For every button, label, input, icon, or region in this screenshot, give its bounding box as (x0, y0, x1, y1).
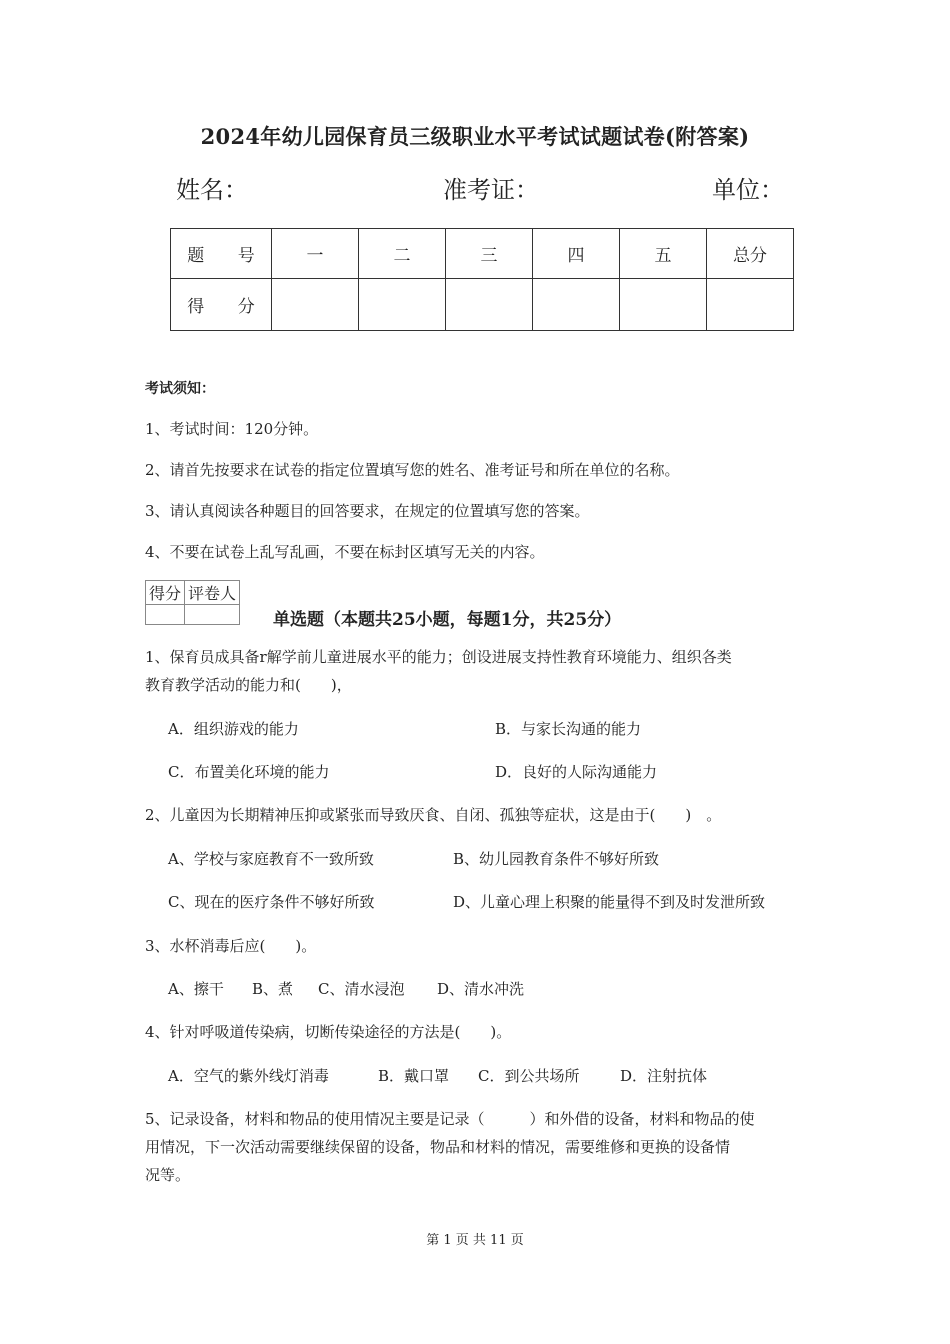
question-stem-line: 用情况，下一次活动需要继续保留的设备，物品和材料的情况，需要维修和更换的设备情 (145, 1138, 731, 1156)
score-table-col-total: 总分 (707, 229, 794, 279)
question-1-option-c[interactable]: C．布置美化环境的能力 (168, 763, 330, 781)
page-footer: 第 1 页 共 11 页 (426, 1233, 524, 1248)
notice-item: 3、请认真阅读各种题目的回答要求，在规定的位置填写您的答案。 (145, 502, 590, 520)
grader-score-label: 得分 (146, 581, 185, 605)
score-table-col-1: 一 (272, 229, 359, 279)
question-1-option-d[interactable]: D．良好的人际沟通能力 (495, 763, 658, 781)
candidate-fields (176, 170, 784, 204)
question-2-option-b[interactable]: B、幼儿园教育条件不够好所致 (453, 850, 660, 868)
question-4-option-d[interactable]: D．注射抗体 (620, 1067, 708, 1085)
score-table-header-label: 题 号 (171, 229, 272, 279)
unit-field-label: 单位： (712, 176, 784, 204)
grader-box (145, 580, 240, 625)
notice-item: 2、请首先按要求在试卷的指定位置填写您的姓名、准考证号和所在单位的名称。 (145, 461, 680, 479)
question-stem-line: 况等。 (145, 1166, 191, 1184)
score-cell[interactable] (359, 279, 446, 331)
question-2-stem (145, 801, 810, 829)
question-2-option-d[interactable]: D、儿童心理上积聚的能量得不到及时发泄所致 (453, 893, 766, 911)
score-cell[interactable] (272, 279, 359, 331)
question-stem-line: 5、记录设备，材料和物品的使用情况主要是记录（ ）和外借的设备，材料和物品的使 (145, 1110, 755, 1128)
question-3-option-b[interactable]: B、煮 (252, 980, 294, 998)
grader-reviewer-label: 评卷人 (185, 581, 240, 605)
question-4-stem (145, 1018, 810, 1046)
question-stem-line: 2、儿童因为长期精神压抑或紧张而导致厌食、自闭、孤独等症状，这是由于( ) 。 (145, 806, 722, 824)
question-1-option-b[interactable]: B．与家长沟通的能力 (495, 720, 642, 738)
question-4-option-a[interactable]: A．空气的紫外线灯消毒 (168, 1067, 329, 1085)
question-stem-line: 4、针对呼吸道传染病，切断传染途径的方法是( )。 (145, 1023, 512, 1041)
page-title: 2024年幼儿园保育员三级职业水平考试试题试卷(附答案) (200, 124, 750, 149)
notice-title: 考试须知： (145, 381, 215, 397)
question-5-stem (145, 1105, 810, 1189)
question-3-option-c[interactable]: C、清水浸泡 (318, 980, 405, 998)
question-1-stem (145, 643, 810, 699)
grader-score-cell[interactable] (146, 605, 185, 625)
score-table-col-5: 五 (620, 229, 707, 279)
question-2-option-a[interactable]: A、学校与家庭教育不一致所致 (168, 850, 374, 868)
name-field-label: 姓名： (176, 176, 248, 204)
question-1-option-a[interactable]: A．组织游戏的能力 (168, 720, 299, 738)
score-cell[interactable] (533, 279, 620, 331)
score-table-col-2: 二 (359, 229, 446, 279)
score-table-col-4: 四 (533, 229, 620, 279)
score-cell[interactable] (446, 279, 533, 331)
score-cell[interactable] (620, 279, 707, 331)
question-2-option-c[interactable]: C、现在的医疗条件不够好所致 (168, 893, 375, 911)
score-cell[interactable] (707, 279, 794, 331)
notice-item: 4、不要在试卷上乱写乱画，不要在标封区填写无关的内容。 (145, 543, 545, 561)
score-table-score-label: 得 分 (171, 279, 272, 331)
question-3-stem (145, 932, 810, 960)
score-table-col-3: 三 (446, 229, 533, 279)
grader-reviewer-cell[interactable] (185, 605, 240, 625)
score-table (170, 228, 794, 331)
exam-number-field-label: 准考证： (443, 176, 539, 204)
question-4-option-b[interactable]: B．戴口罩 (378, 1067, 450, 1085)
section-title: 单选题（本题共25小题，每题1分，共25分） (273, 610, 622, 630)
question-3-option-d[interactable]: D、清水冲洗 (437, 980, 525, 998)
notice-item: 1、考试时间：120分钟。 (145, 420, 319, 438)
question-3-option-a[interactable]: A、擦干 (168, 980, 224, 998)
question-stem-line: 教育教学活动的能力和( )， (145, 676, 352, 694)
question-stem-line: 3、水杯消毒后应( )。 (145, 937, 317, 955)
question-stem-line: 1、保育员成具备r解学前儿童进展水平的能力；创设进展支持性教育环境能力、组织各类 (145, 648, 732, 666)
question-4-option-c[interactable]: C．到公共场所 (478, 1067, 580, 1085)
